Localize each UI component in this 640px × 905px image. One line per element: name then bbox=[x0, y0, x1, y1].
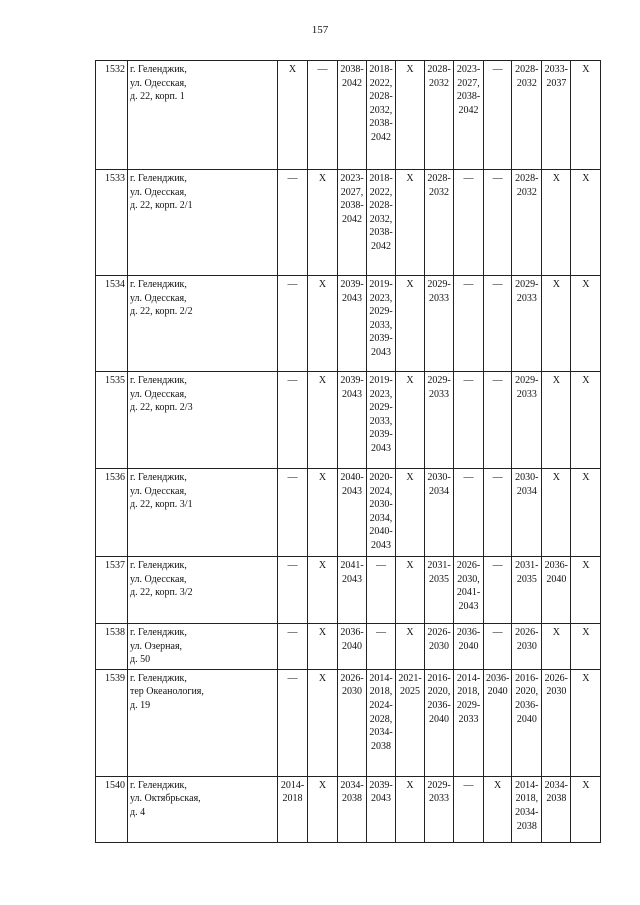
period-cell: X bbox=[308, 276, 338, 372]
period-cell: 2023- 2027, 2038- 2042 bbox=[454, 61, 484, 170]
table-row bbox=[96, 469, 601, 557]
period-cell: 2034- 2038 bbox=[338, 776, 367, 842]
period-cell: — bbox=[484, 276, 512, 372]
period-cell: X bbox=[396, 469, 425, 557]
period-cell: X bbox=[396, 372, 425, 469]
period-cell: 2019- 2023, 2029- 2033, 2039- 2043 bbox=[367, 372, 396, 469]
period-cell: 2020- 2024, 2030- 2034, 2040- 2043 bbox=[367, 469, 396, 557]
address-cell: г. Геленджик, ул. Одесская, д. 22, корп. 1 bbox=[128, 61, 278, 170]
row-number: 1533 bbox=[96, 170, 128, 276]
period-cell: — bbox=[484, 624, 512, 670]
address-cell: г. Геленджик, ул. Озерная, д. 50 bbox=[128, 624, 278, 670]
period-cell: X bbox=[571, 776, 601, 842]
period-cell: X bbox=[542, 170, 571, 276]
period-cell: 2036- 2040 bbox=[542, 557, 571, 624]
period-cell: — bbox=[278, 469, 308, 557]
period-cell: 2028- 2032 bbox=[512, 61, 542, 170]
period-cell: 2019- 2023, 2029- 2033, 2039- 2043 bbox=[367, 276, 396, 372]
period-cell: 2033- 2037 bbox=[542, 61, 571, 170]
period-cell: 2029- 2033 bbox=[512, 276, 542, 372]
period-cell: — bbox=[454, 469, 484, 557]
row-number: 1538 bbox=[96, 624, 128, 670]
period-cell: 2029- 2033 bbox=[425, 372, 454, 469]
period-cell: — bbox=[454, 276, 484, 372]
period-cell: 2014- 2018, 2029- 2033 bbox=[454, 669, 484, 776]
period-cell: 2029- 2033 bbox=[512, 372, 542, 469]
period-cell: X bbox=[278, 61, 308, 170]
period-cell: 2018- 2022, 2028- 2032, 2038- 2042 bbox=[367, 61, 396, 170]
period-cell: 2040- 2043 bbox=[338, 469, 367, 557]
period-cell: X bbox=[571, 170, 601, 276]
period-cell: — bbox=[454, 170, 484, 276]
row-number: 1535 bbox=[96, 372, 128, 469]
period-cell: 2014- 2018, 2024- 2028, 2034- 2038 bbox=[367, 669, 396, 776]
period-cell: 2039- 2043 bbox=[367, 776, 396, 842]
address-cell: г. Геленджик, ул. Одесская, д. 22, корп. 2/1 bbox=[128, 170, 278, 276]
period-cell: 2030- 2034 bbox=[512, 469, 542, 557]
period-cell: 2029- 2033 bbox=[425, 776, 454, 842]
period-cell: — bbox=[367, 557, 396, 624]
table-row bbox=[96, 61, 601, 170]
period-cell: X bbox=[571, 557, 601, 624]
address-cell: г. Геленджик, тер Океанология, д. 19 bbox=[128, 669, 278, 776]
period-cell: X bbox=[571, 469, 601, 557]
period-cell: 2014- 2018 bbox=[278, 776, 308, 842]
period-cell: 2023- 2027, 2038- 2042 bbox=[338, 170, 367, 276]
period-cell: 2039- 2043 bbox=[338, 372, 367, 469]
period-cell: 2026- 2030 bbox=[338, 669, 367, 776]
period-cell: X bbox=[571, 669, 601, 776]
period-cell: 2029- 2033 bbox=[425, 276, 454, 372]
period-cell: 2039- 2043 bbox=[338, 276, 367, 372]
period-cell: 2030- 2034 bbox=[425, 469, 454, 557]
period-cell: 2018- 2022, 2028- 2032, 2038- 2042 bbox=[367, 170, 396, 276]
table-row bbox=[96, 170, 601, 276]
period-cell: — bbox=[454, 776, 484, 842]
period-cell: X bbox=[308, 624, 338, 670]
period-cell: 2026- 2030 bbox=[542, 669, 571, 776]
period-cell: X bbox=[484, 776, 512, 842]
period-cell: — bbox=[484, 170, 512, 276]
period-cell: X bbox=[542, 276, 571, 372]
table-row bbox=[96, 776, 601, 842]
period-cell: 2031- 2035 bbox=[512, 557, 542, 624]
period-cell: X bbox=[571, 61, 601, 170]
period-cell: X bbox=[396, 276, 425, 372]
period-cell: X bbox=[396, 776, 425, 842]
period-cell: X bbox=[542, 372, 571, 469]
row-number: 1536 bbox=[96, 469, 128, 557]
period-cell: 2014- 2018, 2034- 2038 bbox=[512, 776, 542, 842]
table-row bbox=[96, 624, 601, 670]
address-cell: г. Геленджик, ул. Одесская, д. 22, корп. 3/2 bbox=[128, 557, 278, 624]
period-cell: X bbox=[308, 469, 338, 557]
period-cell: 2041- 2043 bbox=[338, 557, 367, 624]
row-number: 1537 bbox=[96, 557, 128, 624]
period-cell: 2026- 2030, 2041- 2043 bbox=[454, 557, 484, 624]
table-row bbox=[96, 557, 601, 624]
period-cell: — bbox=[278, 557, 308, 624]
period-cell: 2036- 2040 bbox=[338, 624, 367, 670]
row-number: 1540 bbox=[96, 776, 128, 842]
period-cell: X bbox=[308, 372, 338, 469]
table-body bbox=[96, 61, 601, 843]
period-cell: — bbox=[308, 61, 338, 170]
period-cell: 2026- 2030 bbox=[425, 624, 454, 670]
address-cell: г. Геленджик, ул. Одесская, д. 22, корп. 2/3 bbox=[128, 372, 278, 469]
period-cell: X bbox=[542, 624, 571, 670]
row-number: 1539 bbox=[96, 669, 128, 776]
period-cell: X bbox=[396, 557, 425, 624]
period-cell: — bbox=[454, 372, 484, 469]
period-cell: X bbox=[396, 61, 425, 170]
address-cell: г. Геленджик, ул. Октябрьская, д. 4 bbox=[128, 776, 278, 842]
period-cell: X bbox=[308, 776, 338, 842]
period-cell: — bbox=[278, 170, 308, 276]
period-cell: — bbox=[278, 372, 308, 469]
period-cell: — bbox=[484, 557, 512, 624]
period-cell: 2036- 2040 bbox=[484, 669, 512, 776]
address-cell: г. Геленджик, ул. Одесская, д. 22, корп. 3/1 bbox=[128, 469, 278, 557]
period-cell: — bbox=[367, 624, 396, 670]
period-cell: 2028- 2032 bbox=[425, 170, 454, 276]
period-cell: 2031- 2035 bbox=[425, 557, 454, 624]
period-cell: 2038- 2042 bbox=[338, 61, 367, 170]
period-cell: — bbox=[484, 61, 512, 170]
period-cell: 2036- 2040 bbox=[454, 624, 484, 670]
table-row bbox=[96, 669, 601, 776]
address-cell: г. Геленджик, ул. Одесская, д. 22, корп. 2/2 bbox=[128, 276, 278, 372]
period-cell: X bbox=[308, 170, 338, 276]
period-cell: X bbox=[571, 624, 601, 670]
period-cell: 2034- 2038 bbox=[542, 776, 571, 842]
period-cell: — bbox=[278, 624, 308, 670]
period-cell: 2016- 2020, 2036- 2040 bbox=[512, 669, 542, 776]
table-row bbox=[96, 372, 601, 469]
period-cell: — bbox=[484, 469, 512, 557]
period-cell: — bbox=[278, 276, 308, 372]
period-cell: X bbox=[571, 372, 601, 469]
period-cell: X bbox=[571, 276, 601, 372]
table-row bbox=[96, 276, 601, 372]
period-cell: — bbox=[484, 372, 512, 469]
period-cell: 2028- 2032 bbox=[425, 61, 454, 170]
page-number: 157 bbox=[311, 24, 329, 36]
period-cell: — bbox=[278, 669, 308, 776]
period-cell: 2021- 2025 bbox=[396, 669, 425, 776]
period-cell: 2026- 2030 bbox=[512, 624, 542, 670]
period-cell: 2028- 2032 bbox=[512, 170, 542, 276]
period-cell: X bbox=[308, 669, 338, 776]
period-cell: 2016- 2020, 2036- 2040 bbox=[425, 669, 454, 776]
period-cell: X bbox=[396, 170, 425, 276]
row-number: 1534 bbox=[96, 276, 128, 372]
period-cell: X bbox=[396, 624, 425, 670]
period-cell: X bbox=[542, 469, 571, 557]
row-number: 1532 bbox=[96, 61, 128, 170]
period-cell: X bbox=[308, 557, 338, 624]
housing-register-table bbox=[95, 60, 601, 843]
